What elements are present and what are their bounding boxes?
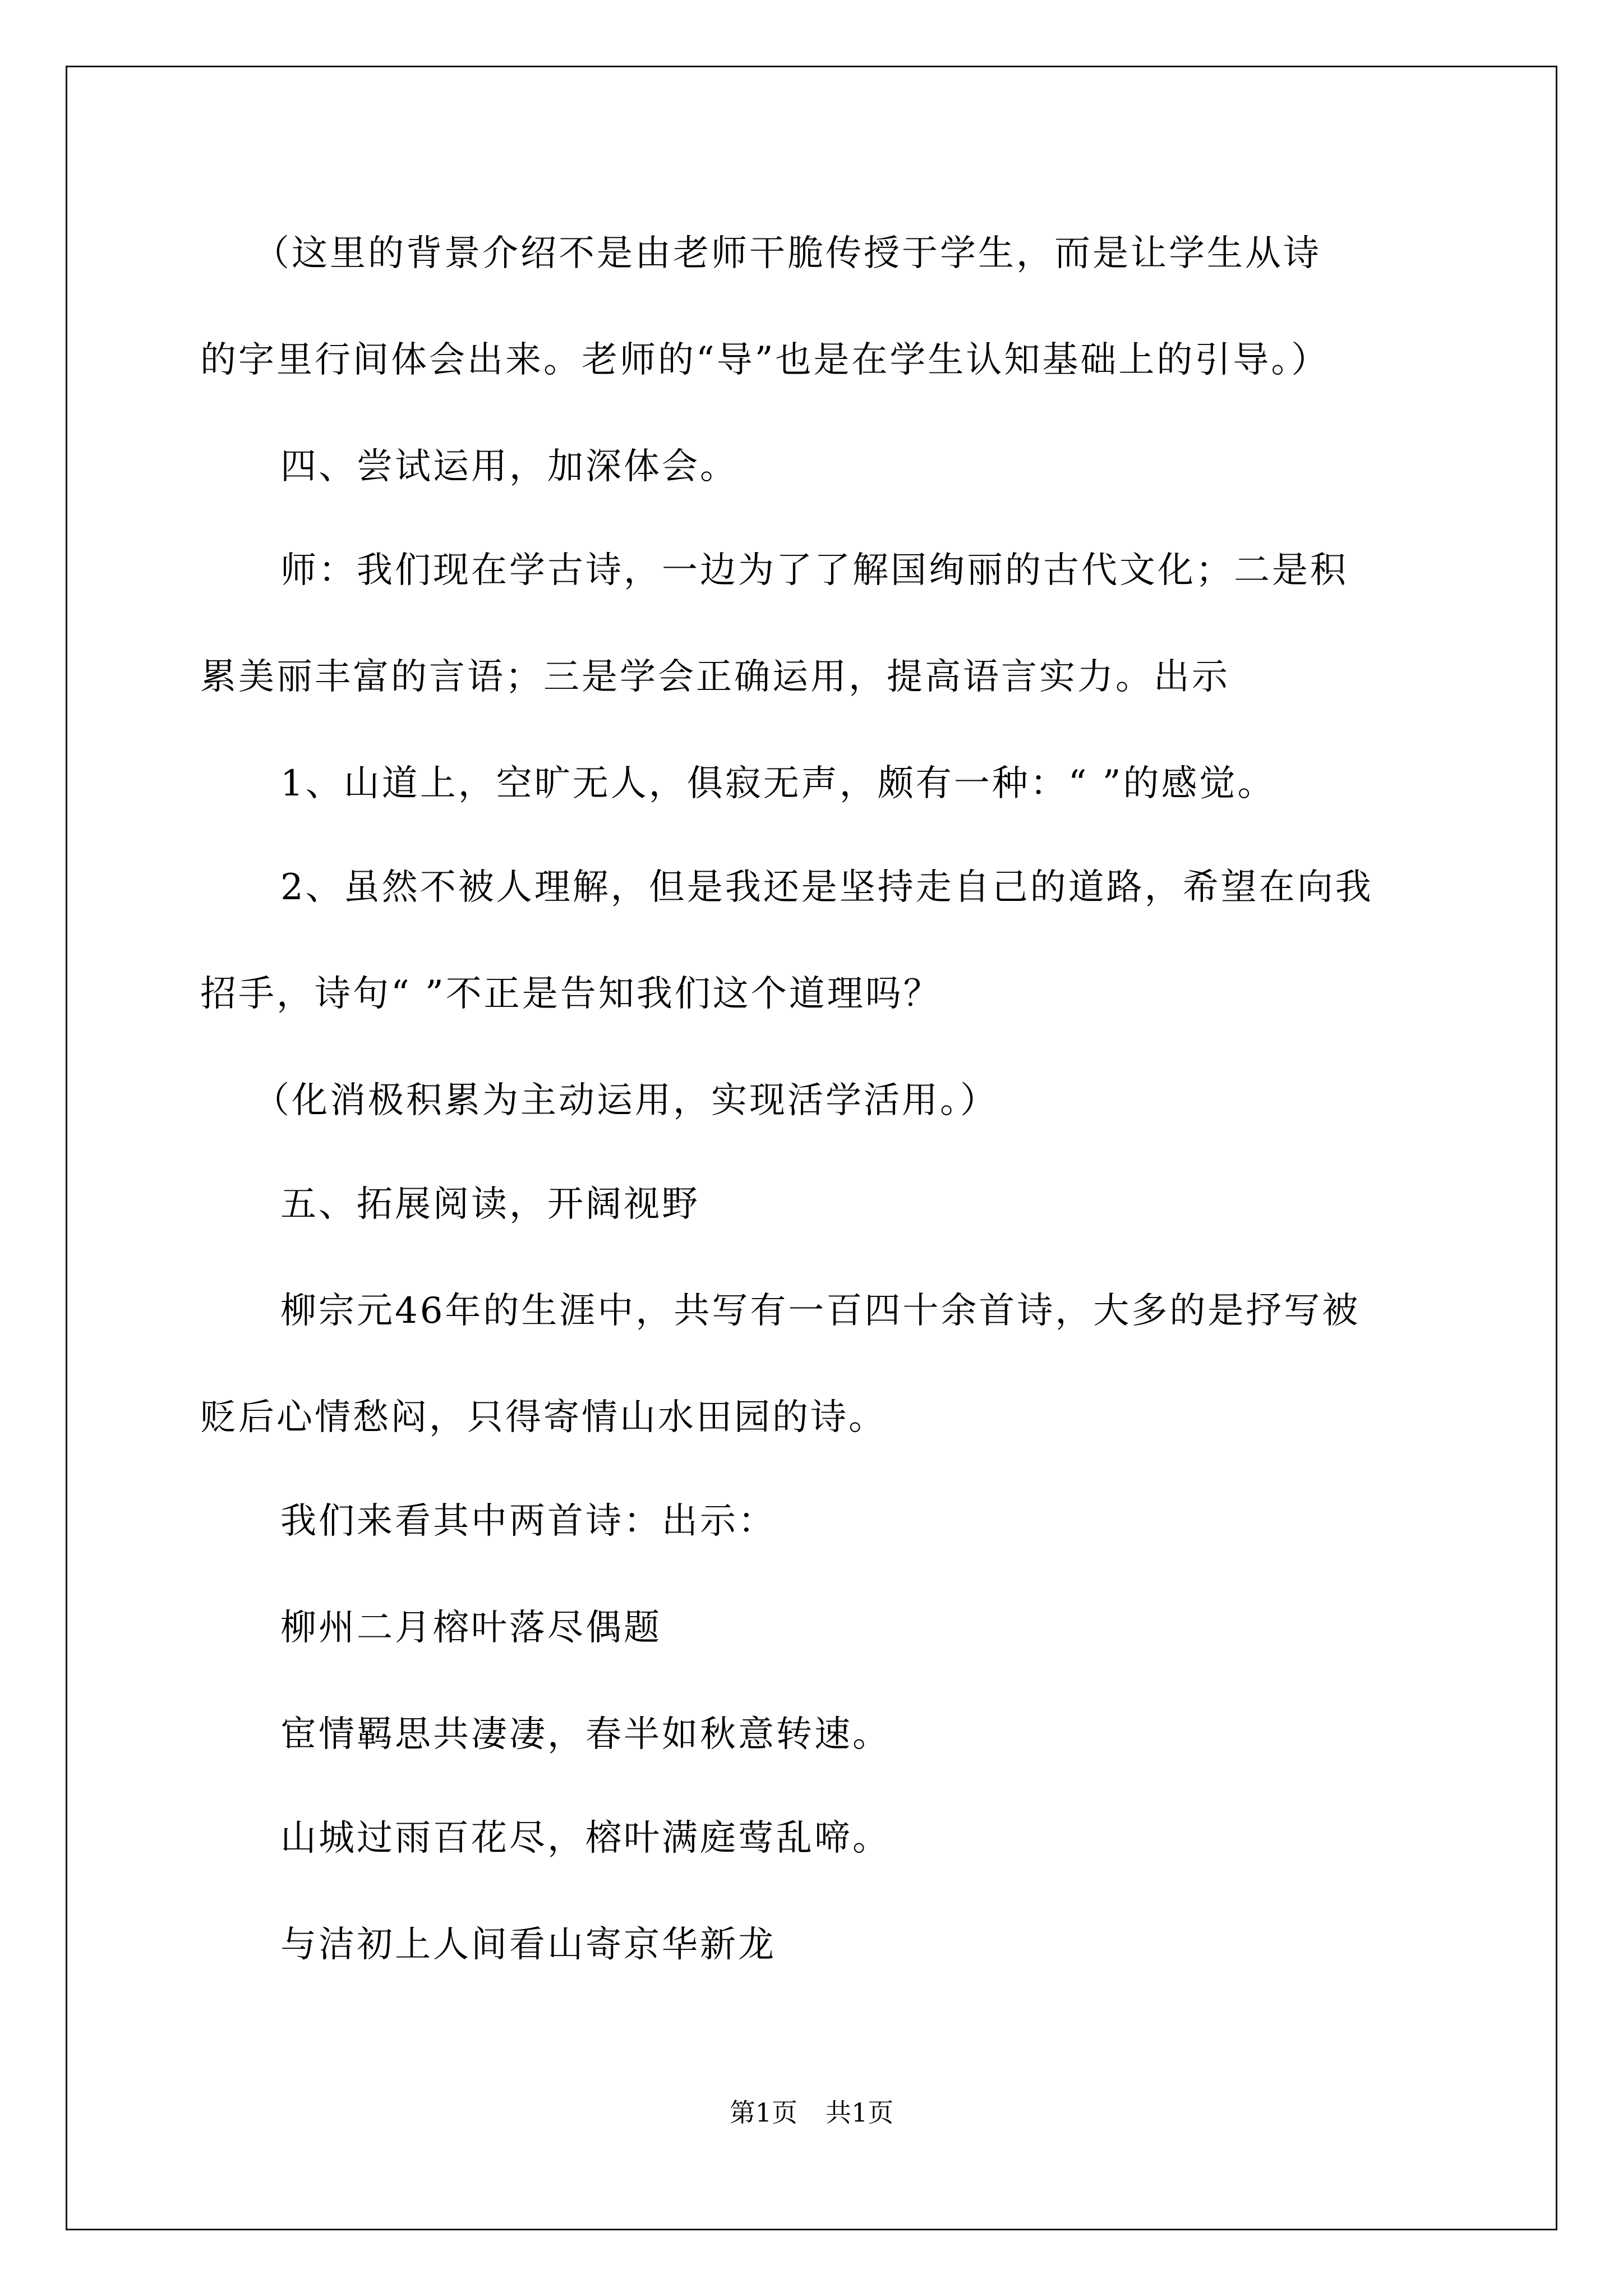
page-border <box>66 66 1557 2230</box>
exercise-item-2-cont: 招手，诗句“ ”不正是告知我们这个道理吗？ <box>200 973 942 1015</box>
paragraph-line-1: （这里的背景介绍不是由老师干脆传授于学生，而是让学生从诗 <box>253 233 1321 274</box>
paragraph-line-6: 贬后心情愁闷，只得寄情山水田园的诗。 <box>200 1397 887 1438</box>
exercise-item-1: 1、山道上，空旷无人，俱寂无声，颇有一种：“ ”的感觉。 <box>280 763 1276 804</box>
paragraph-line-3: 师：我们现在学古诗，一边为了了解国绚丽的古代文化；二是积 <box>280 550 1348 591</box>
page-number: 第1页 <box>729 2097 797 2128</box>
page-total: 共1页 <box>826 2097 894 2128</box>
paragraph-line-2: 的字里行间体会出来。老师的“导”也是在学生认知基础上的引导。） <box>200 339 1330 381</box>
poem-title: 柳州二月榕叶落尽偶题 <box>280 1607 662 1649</box>
poem-line-2: 山城过雨百花尽，榕叶满庭莺乱啼。 <box>280 1818 891 1859</box>
page-footer <box>0 2096 1623 2129</box>
section-heading-5: 五、拓展阅读，开阔视野 <box>280 1184 700 1225</box>
exercise-item-2: 2、虽然不被人理解，但是我还是坚持走自己的道路，希望在向我 <box>280 867 1373 908</box>
paragraph-line-7: 我们来看其中两首诗：出示： <box>280 1501 776 1542</box>
paragraph-line-5: 柳宗元46年的生涯中，共写有一百四十余首诗，大多的是抒写被 <box>280 1290 1361 1332</box>
section-heading-4: 四、尝试运用，加深体会。 <box>280 446 738 487</box>
poem-line-1: 宦情羁思共凄凄，春半如秋意转速。 <box>280 1714 891 1755</box>
poem-title-2: 与洁初上人间看山寄京华新龙 <box>280 1924 776 1966</box>
paragraph-line-4: 累美丽丰富的言语；三是学会正确运用，提高语言实力。出示 <box>200 656 1230 698</box>
paragraph-note: （化消极积累为主动运用，实现活学活用。） <box>253 1080 998 1121</box>
